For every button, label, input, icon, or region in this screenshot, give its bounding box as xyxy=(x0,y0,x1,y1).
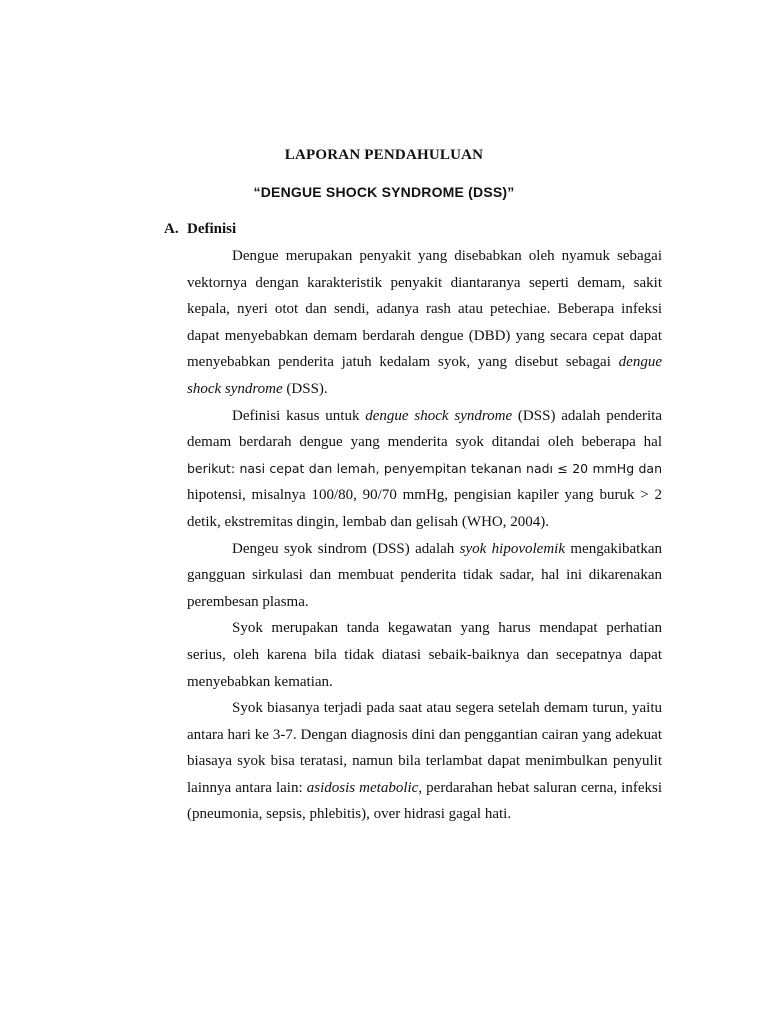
paragraph-4: Syok merupakan tanda kegawatan yang harus mendapat perhatian serius, oleh karena bila tidak diatasi sebaik-baiknya dan secepatnya dapat menyebabkan kematian. xyxy=(187,620,662,690)
paragraph-2 xyxy=(187,403,662,536)
paragraph-3-text-end: mengakibatkan gangguan sirkulasi dan membuat penderita tidak sadar, hal ini dikarenakan perembesan plasma. xyxy=(187,540,663,610)
paragraph-1-text-end: (DSS). xyxy=(282,380,328,397)
section-body xyxy=(187,243,662,828)
paragraph-5 xyxy=(187,695,662,828)
document-subtitle: “DENGUE SHOCK SYNDROME (DSS)” xyxy=(253,184,515,200)
section-heading xyxy=(164,221,236,238)
paragraph-3-text: Dengeu syok sindrom (DSS) adalah xyxy=(232,540,460,557)
paragraph-3 xyxy=(187,536,662,616)
paragraph-5-italic: asidosis metabolic, xyxy=(306,779,423,796)
paragraph-5-text-end: perdarahan hebat saluran cerna, infeksi (pneumonia, sepsis, phlebitis), over hidrasi gagal hati. xyxy=(187,779,663,823)
paragraph-5-text: Syok biasanya terjadi pada saat atau segera setelah demam turun, yaitu antara hari ke 3-7. Dengan diagnosis dini dan penggantian cairan yang adekuat biasaya syok bisa teratasi, namun bila terlambat dapat menimbulkan penyulit lainnya antara lain: xyxy=(187,700,662,796)
paragraph-2-text: Definisi kasus untuk xyxy=(232,407,366,424)
paragraph-2-alt-font-text: berikut: nasi cepat dan lemah, penyempitan tekanan nadı ≤ 20 mmHg dan xyxy=(187,460,662,476)
paragraph-2-text-mid: (DSS) adalah penderita demam berdarah dengue yang menderita syok ditandai oleh beberapa hal xyxy=(187,407,663,451)
paragraph-2-text-end: hipotensi, misalnya 100/80, 90/70 mmHg, pengisian kapiler yang buruk > 2 detik, ekstremitas dingin, lembab dan gelisah (WHO, 2004). xyxy=(187,487,662,530)
section-number: A. xyxy=(164,221,179,237)
paragraph-1-italic: dengue shock syndrome xyxy=(187,354,662,397)
paragraph-1 xyxy=(187,243,662,403)
paragraph-3-italic: syok hipovolemik xyxy=(459,540,565,557)
section-title: Definisi xyxy=(187,221,237,237)
document-title: LAPORAN PENDAHULUAN xyxy=(284,147,484,163)
paragraph-1-text: Dengue merupakan penyakit yang disebabkan oleh nyamuk sebagai vektornya dengan karakteristik penyakit diantaranya seperti demam, sakit kepala, nyeri otot dan sendi, adanya rash atau petechiae. Beberapa infeksi dapat menyebabkan demam berdarah dengue (DBD) yang secara cepat dapat menyebabkan penderita jatuh kedalam syok, yang disebut sebagai xyxy=(187,248,662,371)
paragraph-2-italic: dengue shock syndrome xyxy=(365,407,513,424)
